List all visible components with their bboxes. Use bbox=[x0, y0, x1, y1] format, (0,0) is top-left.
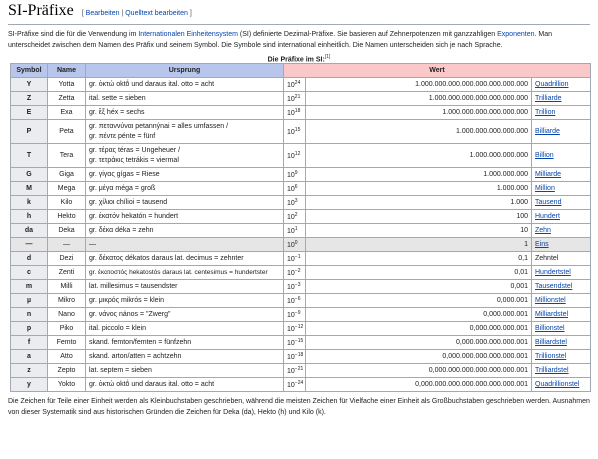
cell-name: Giga bbox=[48, 168, 86, 182]
cell-name: Deka bbox=[48, 224, 86, 238]
table-row bbox=[11, 210, 591, 224]
cell-symbol: f bbox=[11, 336, 48, 350]
power-base: 10 bbox=[287, 242, 295, 249]
ursprung-line: gr. ἕξ héx = sechs bbox=[89, 108, 145, 116]
cell-symbol: P bbox=[11, 120, 48, 144]
cell-decimal: 0,1 bbox=[306, 252, 532, 266]
cell-power bbox=[284, 92, 306, 106]
cell-ursprung bbox=[86, 308, 284, 322]
table-caption bbox=[8, 54, 590, 63]
cell-name: Yotta bbox=[48, 78, 86, 92]
power-base: 10 bbox=[287, 298, 295, 305]
cell-power bbox=[284, 252, 306, 266]
intro-text-3: . Man unterscheidet zwischen dem Namen des Präfix und seinem Symbol. Die Symbole sind international einheitlich. Die Namen unterscheiden sich je nach Sprache. bbox=[8, 31, 553, 49]
cell-power bbox=[284, 266, 306, 280]
ursprung-line: skand. arton/atten = achtzehn bbox=[89, 352, 182, 360]
table-row bbox=[11, 350, 591, 364]
header-wert: Wert bbox=[284, 64, 591, 78]
cell-power bbox=[284, 322, 306, 336]
edit-bracket-close: ] bbox=[187, 10, 192, 17]
ursprung-line: gr. δέκα déka = zehn bbox=[89, 226, 154, 234]
cell-ursprung bbox=[86, 294, 284, 308]
ursprung-line: gr. πέντε pénte = fünf bbox=[89, 132, 156, 140]
table-row bbox=[11, 308, 591, 322]
cell-number-word bbox=[532, 280, 591, 294]
cell-ursprung bbox=[86, 78, 284, 92]
power-base: 10 bbox=[287, 270, 295, 277]
power-base: 10 bbox=[287, 382, 295, 389]
cell-ursprung bbox=[86, 322, 284, 336]
ursprung-line: ital. sette = sieben bbox=[89, 94, 146, 102]
cell-decimal: 1.000.000.000 bbox=[306, 168, 532, 182]
cell-name: Zepto bbox=[48, 364, 86, 378]
cell-symbol: k bbox=[11, 196, 48, 210]
cell-decimal: 0,000.001 bbox=[306, 294, 532, 308]
cell-symbol: m bbox=[11, 280, 48, 294]
cell-number-word bbox=[532, 196, 591, 210]
cell-name: Zetta bbox=[48, 92, 86, 106]
cell-symbol: — bbox=[11, 238, 48, 252]
cell-symbol: p bbox=[11, 322, 48, 336]
header-name: Name bbox=[48, 64, 86, 78]
cell-number-word bbox=[532, 210, 591, 224]
cell-ursprung bbox=[86, 210, 284, 224]
ursprung-line: gr. ἑκατόν hekatón = hundert bbox=[89, 212, 179, 220]
power-exponent: −2 bbox=[294, 268, 301, 274]
cell-power bbox=[284, 364, 306, 378]
power-exponent: 6 bbox=[294, 184, 298, 190]
cell-ursprung bbox=[86, 266, 284, 280]
number-word-link[interactable]: Billion bbox=[535, 152, 554, 159]
cell-power bbox=[284, 144, 306, 168]
number-word-link[interactable]: Millionstel bbox=[535, 297, 566, 304]
cell-name: Peta bbox=[48, 120, 86, 144]
cell-number-word bbox=[532, 266, 591, 280]
number-word-link[interactable]: Tausend bbox=[535, 199, 562, 206]
cell-name: Nano bbox=[48, 308, 86, 322]
cell-number-word bbox=[532, 294, 591, 308]
power-base: 10 bbox=[287, 228, 295, 235]
cell-decimal: 0,000.000.000.000.000.000.001 bbox=[306, 364, 532, 378]
intro-text-2: (SI) definierte Dezimal-Präfixe. Sie basieren auf Zehnerpotenzen mit ganzzahligen bbox=[237, 31, 498, 38]
cell-power bbox=[284, 224, 306, 238]
cell-decimal: 1.000.000.000.000.000 bbox=[306, 120, 532, 144]
cell-ursprung bbox=[86, 92, 284, 106]
table-row bbox=[11, 182, 591, 196]
cell-decimal: 0,000.000.001 bbox=[306, 308, 532, 322]
cell-power bbox=[284, 182, 306, 196]
cell-decimal: 0,000.000.000.001 bbox=[306, 322, 532, 336]
table-row bbox=[11, 294, 591, 308]
cell-decimal: 0,000.000.000.000.000.000.000.001 bbox=[306, 378, 532, 392]
table-caption-text: Die Präfixe im SI: bbox=[267, 56, 325, 64]
ursprung-line: gr. ὀκτώ oktṓ und daraus ital. otto = acht bbox=[89, 380, 215, 388]
intro-text-1: SI-Präfixe sind die für die Verwendung im bbox=[8, 31, 139, 38]
cell-decimal: 0,001 bbox=[306, 280, 532, 294]
edit-links bbox=[82, 10, 192, 17]
cell-power bbox=[284, 210, 306, 224]
cell-number-word bbox=[532, 308, 591, 322]
cell-power bbox=[284, 120, 306, 144]
ursprung-line: gr. τετράκις tetrákis = viermal bbox=[89, 156, 179, 164]
power-base: 10 bbox=[287, 129, 295, 136]
cell-ursprung bbox=[86, 238, 284, 252]
power-base: 10 bbox=[287, 186, 295, 193]
cell-decimal: 1.000.000.000.000 bbox=[306, 144, 532, 168]
power-exponent: 9 bbox=[294, 170, 298, 176]
cell-ursprung bbox=[86, 252, 284, 266]
power-exponent: 18 bbox=[294, 108, 301, 114]
edit-separator: | bbox=[119, 10, 126, 17]
edit-source-link[interactable]: Quelltext bearbeiten bbox=[125, 10, 188, 17]
table-row bbox=[11, 106, 591, 120]
cell-symbol: E bbox=[11, 106, 48, 120]
cell-ursprung bbox=[86, 336, 284, 350]
section-heading bbox=[8, 2, 590, 25]
ursprung-line: skand. femton/femten = fünfzehn bbox=[89, 338, 192, 346]
header-ursprung: Ursprung bbox=[86, 64, 284, 78]
cell-number-word bbox=[532, 336, 591, 350]
ursprung-line: gr. δέκατος dékatos daraus lat. decimus = zehnter bbox=[89, 254, 244, 262]
cell-name: Exa bbox=[48, 106, 86, 120]
cell-decimal: 1 bbox=[306, 238, 532, 252]
cell-symbol: M bbox=[11, 182, 48, 196]
table-row bbox=[11, 168, 591, 182]
cell-name: — bbox=[48, 238, 86, 252]
ursprung-line: gr. τέρας téras = Ungeheuer / bbox=[89, 146, 181, 154]
cell-power bbox=[284, 196, 306, 210]
cell-symbol: T bbox=[11, 144, 48, 168]
cell-number-word: Zehntel bbox=[532, 252, 591, 266]
table-row bbox=[11, 336, 591, 350]
number-word-link[interactable]: Trilliarde bbox=[535, 95, 562, 102]
power-exponent: 24 bbox=[294, 80, 301, 86]
ursprung-line: lat. millesimus = tausendster bbox=[89, 282, 178, 290]
ursprung-line: gr. νάνος nános = "Zwerg" bbox=[89, 310, 171, 318]
table-body bbox=[11, 78, 591, 392]
power-exponent: 0 bbox=[294, 240, 298, 246]
table-row bbox=[11, 266, 591, 280]
cell-ursprung bbox=[86, 106, 284, 120]
cell-number-word bbox=[532, 322, 591, 336]
ursprung-line: gr. γίγας gígas = Riese bbox=[89, 170, 160, 178]
power-exponent: 3 bbox=[294, 198, 298, 204]
ursprung-line: gr. χίλιοι chílioi = tausend bbox=[89, 198, 168, 206]
cell-power bbox=[284, 106, 306, 120]
table-row bbox=[11, 78, 591, 92]
power-exponent: −21 bbox=[294, 366, 304, 372]
table-row bbox=[11, 378, 591, 392]
power-exponent: 12 bbox=[294, 151, 301, 157]
cell-power bbox=[284, 378, 306, 392]
cell-number-word bbox=[532, 378, 591, 392]
cell-symbol: h bbox=[11, 210, 48, 224]
cell-ursprung bbox=[86, 182, 284, 196]
cell-ursprung bbox=[86, 120, 284, 144]
cell-number-word bbox=[532, 78, 591, 92]
power-base: 10 bbox=[287, 110, 295, 117]
power-base: 10 bbox=[287, 284, 295, 291]
table-row bbox=[11, 364, 591, 378]
power-exponent: −18 bbox=[294, 352, 304, 358]
power-exponent: 1 bbox=[294, 226, 298, 232]
power-base: 10 bbox=[287, 172, 295, 179]
cell-name: Mikro bbox=[48, 294, 86, 308]
ursprung-line: — bbox=[89, 240, 96, 248]
power-exponent: −9 bbox=[294, 310, 301, 316]
cell-ursprung bbox=[86, 144, 284, 168]
power-base: 10 bbox=[287, 354, 295, 361]
cell-ursprung bbox=[86, 168, 284, 182]
cell-name: Milli bbox=[48, 280, 86, 294]
cell-decimal: 0,000.000.000.000.001 bbox=[306, 336, 532, 350]
table-row bbox=[11, 224, 591, 238]
cell-name: Dezi bbox=[48, 252, 86, 266]
cell-symbol: d bbox=[11, 252, 48, 266]
power-exponent: 2 bbox=[294, 212, 298, 218]
cell-number-word bbox=[532, 182, 591, 196]
power-base: 10 bbox=[287, 153, 295, 160]
number-word-link[interactable]: Tausendstel bbox=[535, 283, 573, 290]
page-title: SI-Präfixe bbox=[8, 2, 74, 19]
footer-paragraph: Die Zeichen für Teile einer Einheit werden als Kleinbuchstaben geschrieben, während die meisten Zeichen für Vielfache einer Einheit als Großbuchstaben geschrieben werden. Ausnahmen von dieser Systematik sind aus historischen Gründen die Zeichen für Deka (da), Hekto (h) und Kilo (k). bbox=[8, 398, 590, 416]
cell-symbol: z bbox=[11, 364, 48, 378]
cell-symbol: µ bbox=[11, 294, 48, 308]
power-base: 10 bbox=[287, 200, 295, 207]
number-word-link[interactable]: Zehn bbox=[535, 227, 551, 234]
ursprung-line: gr. ὀκτώ oktṓ und daraus ital. otto = acht bbox=[89, 80, 215, 88]
number-word-link[interactable]: Billiarde bbox=[535, 128, 560, 135]
cell-symbol: c bbox=[11, 266, 48, 280]
power-exponent: −1 bbox=[294, 254, 301, 260]
power-exponent: 21 bbox=[294, 94, 301, 100]
cell-ursprung bbox=[86, 196, 284, 210]
power-exponent: 15 bbox=[294, 127, 301, 133]
cell-name: Zenti bbox=[48, 266, 86, 280]
cell-ursprung bbox=[86, 350, 284, 364]
article bbox=[0, 2, 598, 459]
table-row bbox=[11, 144, 591, 168]
table-row bbox=[11, 92, 591, 106]
ursprung-line: gr. ἑκατοστός hekatostós daraus lat. centesimus = hundertster bbox=[89, 268, 268, 276]
cell-decimal: 10 bbox=[306, 224, 532, 238]
cell-number-word bbox=[532, 120, 591, 144]
cell-power bbox=[284, 336, 306, 350]
table-row bbox=[11, 252, 591, 266]
cell-number-word bbox=[532, 238, 591, 252]
power-base: 10 bbox=[287, 256, 295, 263]
ursprung-line: gr. μέγα méga = groß bbox=[89, 184, 156, 192]
number-word-link[interactable]: Trilliardstel bbox=[535, 367, 569, 374]
cell-decimal: 1.000 bbox=[306, 196, 532, 210]
table-row bbox=[11, 120, 591, 144]
cell-symbol: y bbox=[11, 378, 48, 392]
header-symbol: Symbol bbox=[11, 64, 48, 78]
table-row bbox=[11, 238, 591, 252]
si-prefix-table bbox=[10, 63, 591, 392]
cell-power bbox=[284, 308, 306, 322]
table-row bbox=[11, 322, 591, 336]
power-base: 10 bbox=[287, 96, 295, 103]
cell-power bbox=[284, 294, 306, 308]
number-word-link[interactable]: Hundertstel bbox=[535, 269, 571, 276]
cell-ursprung bbox=[86, 280, 284, 294]
table-row bbox=[11, 280, 591, 294]
cell-name: Mega bbox=[48, 182, 86, 196]
number-word-link[interactable]: Eins bbox=[535, 241, 549, 248]
cell-decimal: 1.000.000.000.000.000.000 bbox=[306, 106, 532, 120]
cell-power bbox=[284, 78, 306, 92]
power-base: 10 bbox=[287, 82, 295, 89]
power-base: 10 bbox=[287, 340, 295, 347]
cell-symbol: G bbox=[11, 168, 48, 182]
power-base: 10 bbox=[287, 312, 295, 319]
number-word-link[interactable]: Million bbox=[535, 185, 555, 192]
cell-decimal: 0,01 bbox=[306, 266, 532, 280]
cell-decimal: 1.000.000.000.000.000.000.000.000 bbox=[306, 78, 532, 92]
caption-reference[interactable]: [1] bbox=[324, 54, 331, 60]
cell-power bbox=[284, 168, 306, 182]
cell-power bbox=[284, 280, 306, 294]
cell-symbol: Z bbox=[11, 92, 48, 106]
number-word-link[interactable]: Billionstel bbox=[535, 325, 565, 332]
cell-number-word bbox=[532, 144, 591, 168]
number-word-link[interactable]: Billiardstel bbox=[535, 339, 567, 346]
number-word-link[interactable]: Quadrillion bbox=[535, 81, 569, 88]
cell-ursprung bbox=[86, 224, 284, 238]
cell-symbol: a bbox=[11, 350, 48, 364]
number-word-link[interactable]: Hundert bbox=[535, 213, 560, 220]
cell-number-word bbox=[532, 350, 591, 364]
ursprung-line: lat. septem = sieben bbox=[89, 366, 152, 374]
cell-ursprung bbox=[86, 378, 284, 392]
power-exponent: −12 bbox=[294, 324, 304, 330]
cell-power bbox=[284, 350, 306, 364]
power-exponent: −24 bbox=[294, 380, 304, 386]
cell-name: Piko bbox=[48, 322, 86, 336]
power-base: 10 bbox=[287, 214, 295, 221]
cell-decimal: 0,000.000.000.000.000.001 bbox=[306, 350, 532, 364]
power-base: 10 bbox=[287, 368, 295, 375]
number-word-link[interactable]: Milliardstel bbox=[535, 311, 569, 318]
cell-name: Kilo bbox=[48, 196, 86, 210]
cell-number-word bbox=[532, 92, 591, 106]
cell-name: Tera bbox=[48, 144, 86, 168]
cell-symbol: n bbox=[11, 308, 48, 322]
cell-name: Hekto bbox=[48, 210, 86, 224]
ursprung-line: gr. πεταννύναι petannýnai = alles umfassen / bbox=[89, 122, 229, 130]
number-word-link[interactable]: Trillion bbox=[535, 109, 556, 116]
intro-link-exponenten[interactable]: Exponenten bbox=[497, 31, 535, 38]
cell-number-word bbox=[532, 106, 591, 120]
cell-decimal: 100 bbox=[306, 210, 532, 224]
table-row bbox=[11, 196, 591, 210]
cell-symbol: Y bbox=[11, 78, 48, 92]
cell-name: Femto bbox=[48, 336, 86, 350]
edit-bracket-open: [ bbox=[81, 10, 86, 17]
cell-number-word bbox=[532, 168, 591, 182]
cell-number-word bbox=[532, 224, 591, 238]
cell-name: Yokto bbox=[48, 378, 86, 392]
intro-link-si[interactable]: Internationalen Einheitensystem bbox=[138, 31, 238, 38]
number-word-link[interactable]: Trillionstel bbox=[535, 353, 567, 360]
power-exponent: −15 bbox=[294, 338, 304, 344]
cell-number-word bbox=[532, 364, 591, 378]
ursprung-line: gr. μικρός mikrós = klein bbox=[89, 296, 164, 304]
power-base: 10 bbox=[287, 326, 295, 333]
cell-name: Atto bbox=[48, 350, 86, 364]
cell-decimal: 1.000.000 bbox=[306, 182, 532, 196]
ursprung-line: ital. piccolo = klein bbox=[89, 324, 147, 332]
number-word-link[interactable]: Milliarde bbox=[535, 171, 562, 178]
cell-symbol: da bbox=[11, 224, 48, 238]
cell-power bbox=[284, 238, 306, 252]
cell-ursprung bbox=[86, 364, 284, 378]
cell-decimal: 1.000.000.000.000.000.000.000 bbox=[306, 92, 532, 106]
power-exponent: −3 bbox=[294, 282, 301, 288]
power-exponent: −6 bbox=[294, 296, 301, 302]
intro-paragraph bbox=[8, 30, 590, 51]
number-word-link[interactable]: Quadrillionstel bbox=[535, 381, 580, 388]
edit-link[interactable]: Bearbeiten bbox=[85, 10, 120, 17]
